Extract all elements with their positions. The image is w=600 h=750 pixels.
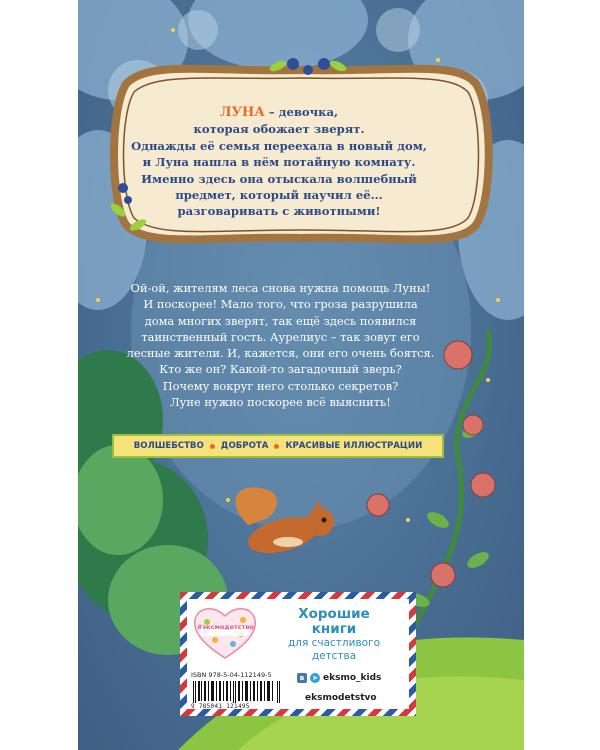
story-line: дома многих зверят, так ещё здесь появился <box>144 313 417 328</box>
publisher-promo-box <box>180 592 416 716</box>
story-line: Почему вокруг него столько секретов? <box>162 378 399 393</box>
intro-line-2: которая обожает зверят. <box>193 122 365 137</box>
tag-illustrations: КРАСИВЫЕ ИЛЛЮСТРАЦИИ <box>285 441 423 451</box>
intro-line-7: разговаривать с животными! <box>177 204 381 219</box>
story-line: таинственный гость. Аурелиус – так зовут его <box>141 329 420 344</box>
isbn-label: ISBN 978-5-04-112149-5 <box>191 671 272 679</box>
intro-line-1: – девочка, <box>264 105 339 119</box>
intro-line-5: Именно здесь она отыскала волшебный <box>141 171 417 186</box>
social-handle: eksmo_kids <box>323 673 382 683</box>
luna-name: ЛУНА <box>219 105 265 120</box>
heart-logo-icon <box>193 604 257 660</box>
tag-magic: ВОЛШЕБСТВО <box>133 441 204 451</box>
intro-line-4: и Луна нашла в нём потайную комнату. <box>142 155 416 170</box>
barcode-number: 9 785041 121495 <box>191 703 250 710</box>
slogan-line-1: Хорошие <box>298 606 370 622</box>
story-line: И поскорее! Мало того, что гроза разрушила <box>143 297 418 312</box>
dot-separator <box>210 444 215 449</box>
vk-icon: в <box>297 673 307 683</box>
site-name: eksmodetstvo <box>305 693 377 703</box>
slogan-line-2: книги <box>311 621 357 637</box>
intro-plaque <box>118 104 440 220</box>
telegram-icon: ➤ <box>310 673 320 683</box>
story-blurb <box>118 280 443 410</box>
slogan-line-4: детства <box>311 649 357 662</box>
tag-kindness: ДОБРОТА <box>220 441 269 451</box>
book-back-cover <box>78 0 524 750</box>
story-line: лесные жители. И, кажется, они его очень боятся. <box>126 346 435 361</box>
story-line: Луне нужно поскорее всё выяснить! <box>170 395 391 410</box>
dot-separator <box>274 444 279 449</box>
story-line: Ой-ой, жителям леса снова нужна помощь Луны! <box>130 281 431 295</box>
publisher-slogan <box>263 607 405 662</box>
story-line: Кто же он? Какой-то загадочный зверь? <box>159 362 402 377</box>
barcode-icon <box>191 681 285 703</box>
slogan-line-3: для счастливого <box>287 637 380 649</box>
intro-line-3: Однажды её семья переехала в новый дом, <box>131 138 427 153</box>
intro-line <box>118 104 440 121</box>
feature-tags <box>112 434 444 458</box>
intro-line-6: предмет, который научил её... <box>175 188 383 203</box>
social-links <box>297 673 381 683</box>
hashtag-text: #эксмодетство <box>197 623 254 631</box>
